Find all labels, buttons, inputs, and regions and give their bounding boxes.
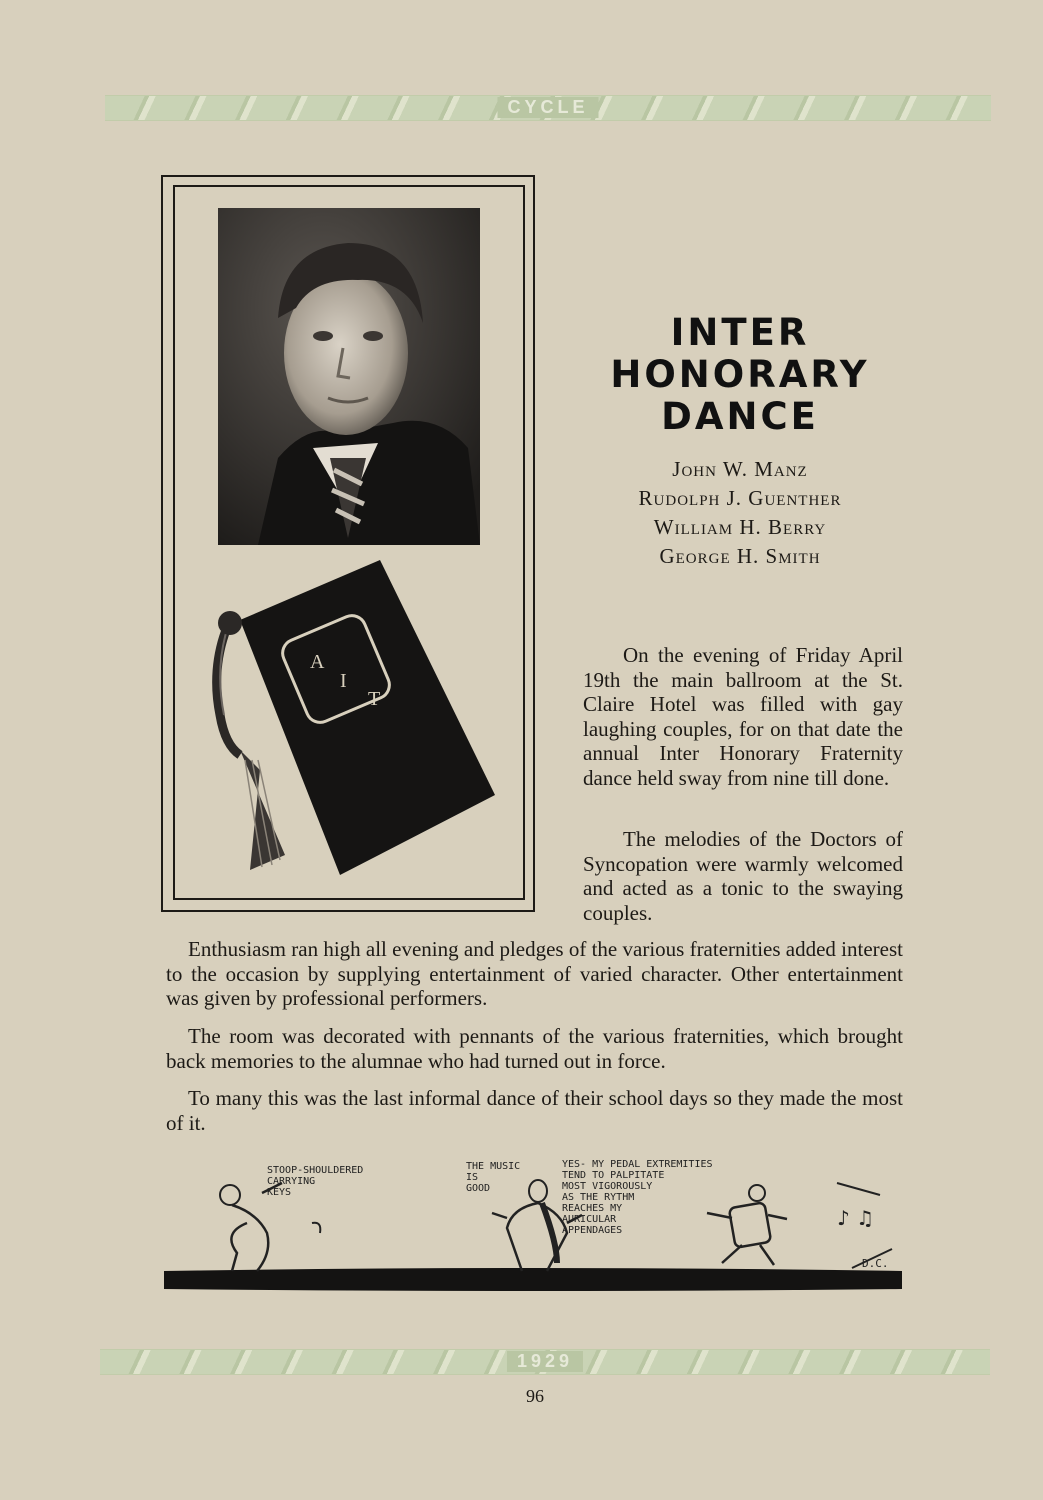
svg-text:♪ ♫: ♪ ♫ [837, 1206, 875, 1230]
cartoon-signature: D.C. [862, 1257, 889, 1270]
title-line-3: DANCE [661, 395, 819, 438]
committee-member: Rudolph J. Guenther [638, 486, 842, 510]
header-band [105, 95, 991, 121]
portrait-photo [218, 208, 480, 545]
cartoon-caption-music: THE MUSIC IS GOOD [466, 1161, 521, 1194]
title-line-1: INTER [670, 311, 810, 354]
header-band-label: CYCLE [497, 97, 598, 118]
footer-band-label: 1929 [507, 1351, 583, 1372]
booklet-letter-a: A [310, 651, 325, 673]
booklet-letter-t: T [368, 688, 381, 710]
cartoon-caption-pedal-extremities: YES- MY PEDAL EXTREMITIES TEND TO PALPITATE MOST VIGOROUSLY AS THE RYTHM REACHES MY AURICULAR APPENDAGES [562, 1159, 713, 1236]
paragraph-last-dance: To many this was the last informal dance of their school days so they made the most of it. [166, 1086, 903, 1135]
paragraph-enthusiasm: Enthusiasm ran high all evening and pledges of the various fraternities added interest to the occasion by supplying entertainment of varied character. Other entertainment was given by professional performers. [166, 937, 903, 1010]
page-number: 96 [526, 1386, 544, 1406]
booklet-letter-i: I [340, 670, 347, 692]
paragraph-evening: On the evening of Friday April 19th the main ballroom at the St. Claire Hotel was filled with gay laughing couples, for on that date the annual Inter Honorary Fraternity dance held sway from nine till done. [583, 643, 903, 790]
page-title [600, 312, 880, 438]
cartoon-strip [162, 1153, 904, 1293]
title-line-2: HONORARY [610, 353, 870, 396]
committee-member: George H. Smith [659, 544, 821, 568]
cartoon-caption-stoop-shouldered: STOOP-SHOULDERED CARRYING KEYS [267, 1165, 364, 1198]
footer-band [100, 1349, 990, 1375]
paragraph-decorations: The room was decorated with pennants of the various fraternities, which brought back memories to the alumnae who had turned out in force. [166, 1024, 903, 1073]
committee-member: William H. Berry [653, 515, 827, 539]
dance-program-booklet [200, 555, 510, 885]
committee-list [590, 455, 890, 571]
committee-member: John W. Manz [672, 457, 808, 481]
paragraph-melodies: The melodies of the Doctors of Syncopation were warmly welcomed and acted as a tonic to the swaying couples. [583, 827, 903, 925]
